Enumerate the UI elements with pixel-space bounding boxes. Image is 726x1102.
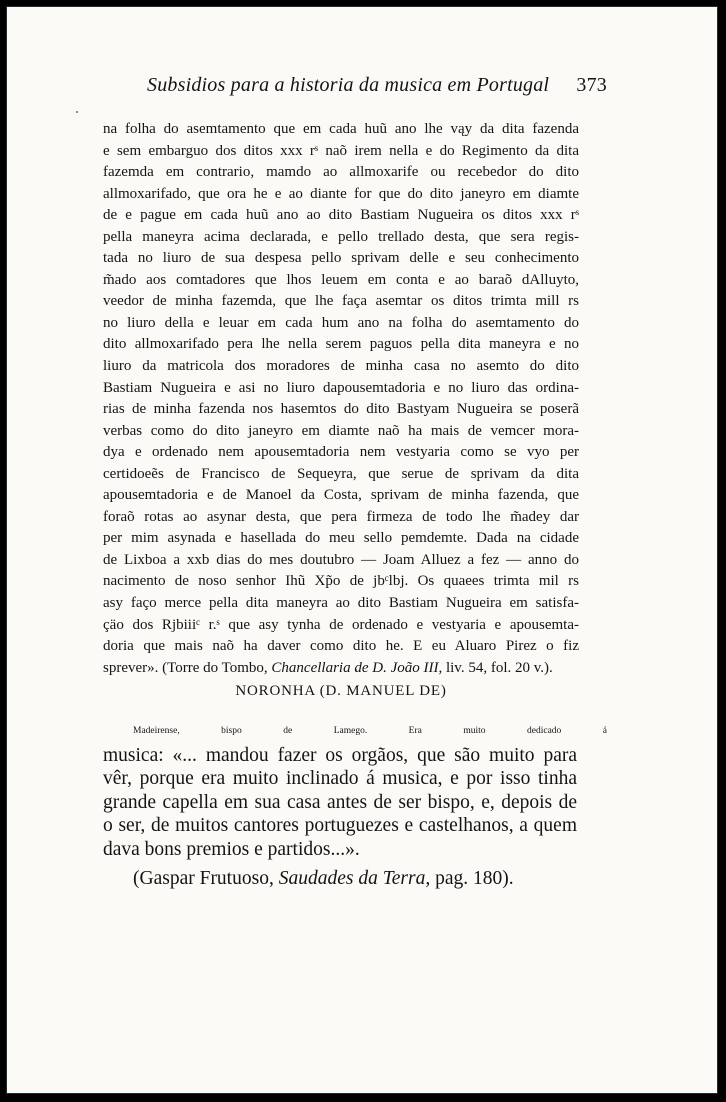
document-line: veedor de minha fazemda, que lhe faça asemtar os ditos trimta mill rs (103, 293, 579, 310)
section-heading-name: NORONHA (235, 683, 316, 699)
citation-title: Saudades da Terra, (278, 868, 431, 889)
paragraph-line: Madeirense, bispo de Lamego. Era muito dedicado á (133, 726, 607, 736)
document-line: na folha do asemtamento que em cada huũ ano lhe vąy da dita fazenda (103, 121, 579, 137)
paragraph-line: musica: «... mandou fazer os orgãos, que são muito para (103, 744, 577, 766)
document-source-title: Chancellaria de D. João III, (271, 659, 443, 676)
citation (133, 867, 514, 891)
book-page (6, 6, 718, 1094)
document-line: doria que mais naõ ha daver como dito he. E eu Aluaro Pirez o fiz (103, 638, 579, 655)
print-speck (76, 111, 78, 113)
section-heading (103, 683, 579, 700)
document-line: tada no liuro de sua despesa pello sprivam delle e seu conhecimento (103, 250, 579, 267)
document-line: per mim asynada e hasellada do meu sello pemdemte. Dada na cidade (103, 530, 579, 547)
document-line: Bastiam Nugueira e asi no liuro dapousemtadoria e no liuro das ordina- (103, 379, 579, 396)
document-line: fazemda em contrario, mamdo ao allmoxarife ou recebedor do dito (103, 164, 579, 181)
document-line: no liuro della e leuar em cada hum ano na folha do asemtamento do (103, 314, 579, 331)
section-heading-paren-open: ( (319, 683, 326, 699)
document-line: foraõ rotas ao asynar desta, que pera firmeza de todo lhe m̃adey dar (103, 508, 579, 525)
paragraph-line: dava bons premios e partidos...». (103, 838, 360, 860)
paragraph-line: grande capella em sua casa antes de ser bispo, e, depois de (103, 791, 577, 813)
document-line: rias de minha fazenda nos hasemtos do dito Bastyam Nugueira se poserã (103, 401, 579, 418)
citation-suffix: pag. 180). (430, 868, 514, 889)
page-number: 373 (576, 74, 607, 96)
paragraph-line: vêr, porque era muito inclinado á musica, e por isso tinha (103, 768, 577, 790)
document-line: de e pague em cada huũ ano ao dito Bastiam Nugueira os ditos xxx rˢ (103, 207, 579, 224)
document-source-prefix: sprever». (Torre do Tombo, (103, 659, 272, 676)
document-line: nacimento de noso senhor Ihũ Xp̃o de jbᶜlbj. Os quaees trimta mil rs (103, 573, 579, 590)
document-line: çäo dos Rjbiiiᶜ r.ˢ que asy tynha de ordenado e vestyaria e apousemta- (103, 616, 579, 633)
document-line: de Lixboa a xxb dias do mes doutubro — Joam Alluez a fez — anno do (103, 551, 579, 568)
citation-prefix: (Gaspar Frutuoso, (133, 868, 279, 889)
document-line: e sem embarguo dos ditos xxx rˢ naõ irem nella e do Regimento da dita (103, 142, 579, 159)
section-heading-title: D. MANUEL DE (325, 683, 441, 699)
document-line: m̃ado aos comtadores que lhos leuem em conta e ao baraõ dAlluyto, (103, 271, 579, 288)
document-line: dya e ordenado nem apousemtadoria nem vestyaria como se vyo per (103, 444, 579, 461)
document-line: liuro da matricola dos moradores de minha casa no asemto do dito (103, 358, 579, 375)
biography-paragraph (103, 720, 607, 862)
document-line: dito allmoxarifado pera lhe nella serem paguos pella dita maneyra e no (103, 336, 579, 353)
document-line: asy faço merce pella dita maneyra ao dito Bastiam Nugueira em satisfa- (103, 595, 579, 612)
document-line: pella maneyra acima declarada, e pello trellado desta, que sera regis- (103, 228, 579, 245)
paragraph-line: o ser, de muitos cantores portuguezes e castelhanos, a quem (103, 815, 577, 837)
document-transcription (103, 119, 579, 679)
document-line: allmoxarifado, que ora he e ao diante for que do dito janeyro em diamte (103, 185, 579, 202)
section-heading-paren-close: ) (440, 683, 447, 699)
document-source-line (103, 658, 579, 680)
document-line: certidoeẽs de Francisco de Sequeyra, que serue de sprivam da dita (103, 465, 579, 482)
running-header-title: Subsidios para a historia da musica em Portugal (147, 74, 550, 96)
document-source-suffix: liv. 54, fol. 20 v.). (442, 659, 553, 676)
document-line: verbas como do dito janeyro em diamte naõ ha mais de vemcer mora- (103, 422, 579, 439)
document-line: apousemtadoria e de Manoel da Costa, sprivam de minha fazenda, que (103, 487, 579, 504)
